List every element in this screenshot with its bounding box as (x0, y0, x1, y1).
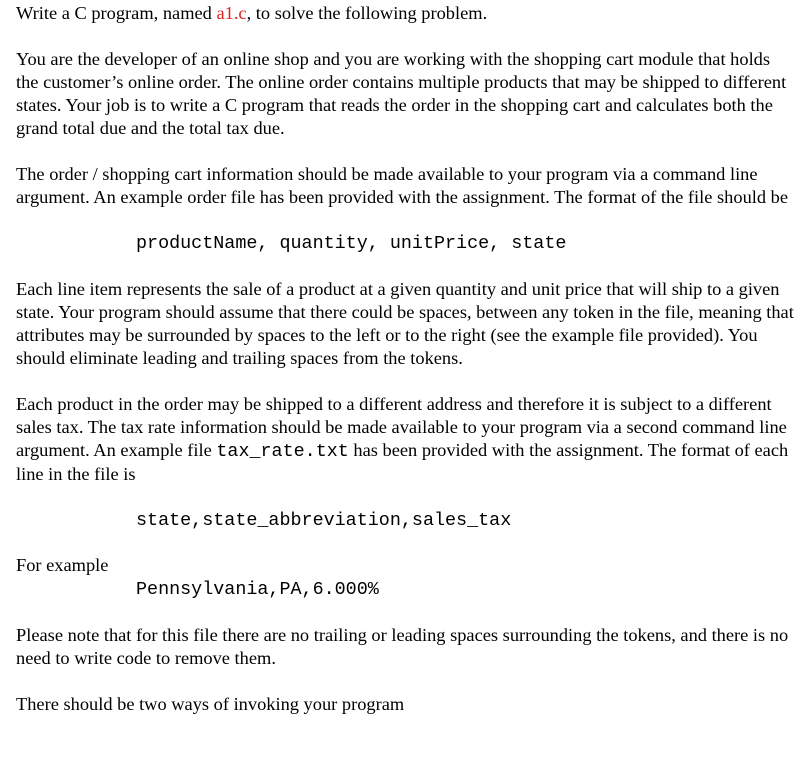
spacer (16, 486, 796, 509)
tax-rate-filename: tax_rate.txt (216, 441, 349, 462)
program-filename: a1.c (216, 3, 247, 23)
example-label: For example (16, 555, 109, 575)
spacer (16, 255, 796, 278)
tax-paragraph-part1: Each product in the order may be shipped to a different address and therefore it is subject to a different sales tax. The tax rate information should be made available to your program via a second command line argument. An example file (16, 394, 787, 460)
intro-suffix: , to solve the following problem. (246, 3, 488, 23)
assignment-document (16, 2, 796, 716)
tax-format-code: state,state_abbreviation,sales_tax (136, 510, 512, 531)
intro-prefix: Write a C program, named (16, 3, 217, 23)
paragraph-no-trim-note: Please note that for this file there are no trailing or leading spaces surrounding the tokens, and there is no need to write code to remove them. (16, 625, 789, 668)
spacer (16, 601, 796, 624)
paragraph-invocation: There should be two ways of invoking your program (16, 694, 405, 714)
tax-paragraph-part2: has been provided with the assignment. The format of each line in the file is (16, 440, 789, 484)
spacer (16, 532, 796, 555)
spacer (16, 25, 796, 48)
example-code: Pennsylvania,PA,6.000% (136, 579, 379, 600)
spacer (16, 370, 796, 393)
order-format-code: productName, quantity, unitPrice, state (136, 233, 567, 254)
intro-line (16, 2, 796, 25)
paragraph-order-input: The order / shopping cart information should be made available to your program via a command line argument. An example order file has been provided with the assignment. The format of the file should be (16, 164, 789, 207)
spacer (16, 140, 796, 163)
example-row (16, 555, 796, 578)
spacer (16, 670, 796, 693)
paragraph-line-items: Each line item represents the sale of a product at a given quantity and unit price that will ship to a given state. Your program should assume that there could be spaces, between any token in the file, meaning that attributes may be surrounded by spaces to the left or to the right (see the example file provided). You should eliminate leading and trailing spaces from the tokens. (16, 279, 794, 368)
paragraph-developer-context: You are the developer of an online shop and you are working with the shopping cart module that holds the customer’s online order. The online order contains multiple products that may be shipped to different states. Your job is to write a C program that reads the order in the shopping cart and calculates both the grand total due and the total tax due. (16, 49, 787, 138)
spacer (16, 209, 796, 232)
paragraph-tax-rate (16, 393, 796, 486)
